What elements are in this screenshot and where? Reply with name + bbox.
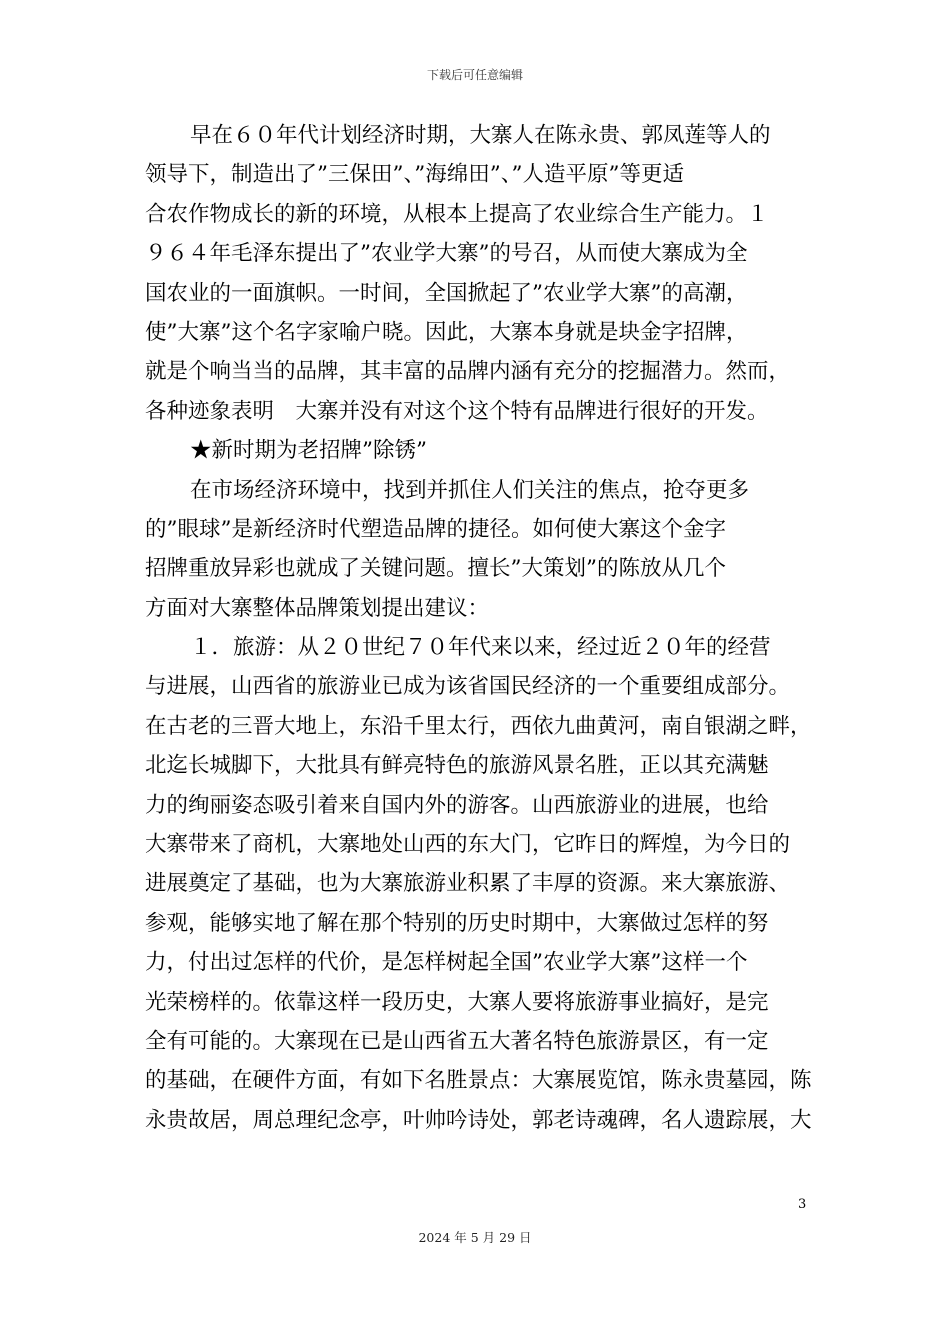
paragraph-line: 光荣榜样的。依靠这样一段历史，大寨人要将旅游事业搞好，是完 [145,989,769,1015]
paragraph-line: 早在６０年代计划经济时期，大寨人在陈永贵、郭凤莲等人的 [190,123,771,148]
paragraph-line: 力的绚丽姿态吸引着来自国内外的游客。山西旅游业的进展，也给 [145,792,769,818]
page-header: 下载后可任意编辑 [426,68,523,82]
paragraph-line: 进展奠定了基础，也为大寨旅游业积累了丰厚的资源。来大寨旅游、 [145,871,791,897]
paragraph-line: 在古老的三晋大地上，东沿千里太行，西依九曲黄河，南自银湖之畔， [145,713,812,739]
paragraph-line: 的”眼球”是新经济时代塑造品牌的捷径。如何使大寨这个金字 [145,516,726,542]
paragraph-line: 的基础，在硬件方面，有如下名胜景点：大寨展览馆，陈永贵墓园，陈 [145,1068,812,1094]
paragraph-line: 力，付出过怎样的代价，是怎样树起全国”农业学大寨”这样一个 [145,950,748,976]
page-number: 3 [798,1197,807,1212]
paragraph-line: 永贵故居，周总理纪念亭，叶帅吟诗处，郭老诗魂碑，名人遗踪展，大 [145,1107,812,1133]
paragraph-line: 与进展，山西省的旅游业已成为该省国民经济的一个重要组成部分。 [145,674,791,700]
paragraph-line: 方面对大寨整体品牌策划提出建议： [145,595,490,621]
paragraph-line: 招牌重放异彩也就成了关键问题。擅长”大策划”的陈放从几个 [145,556,726,582]
paragraph-line: 国农业的一面旗帜。一时间，全国掀起了”农业学大寨”的高潮， [145,280,748,306]
paragraph-line: 北迄长城脚下，大批具有鲜亮特色的旅游风景名胜，正以其充满魅 [145,753,769,779]
paragraph-line: 就是个响当当的品牌，其丰富的品牌内涵有充分的挖掘潜力。然而， [145,359,791,385]
section-heading: ★新时期为老招牌”除锈” [190,438,427,464]
paragraph-line: １．旅游：从２０世纪７０年代来以来，经过近２０年的经营 [190,635,771,661]
document-body [145,116,825,1140]
paragraph-line: 全有可能的。大寨现在已是山西省五大著名特色旅游景区，有一定 [145,1028,769,1054]
paragraph-line: ９６４年毛泽东提出了”农业学大寨”的号召，从而使大寨成为全 [145,241,748,267]
page-footer-date: 2024 年 5 月 29 日 [418,1230,532,1245]
paragraph-line: 大寨带来了商机，大寨地处山西的东大门，它昨日的辉煌，为今日的 [145,832,791,858]
paragraph-line: 各种迹象表明 大寨并没有对这个这个特有品牌进行很好的开发。 [145,398,769,424]
paragraph-line: 在市场经济环境中，找到并抓住人们关注的焦点，抢夺更多 [190,477,750,503]
paragraph-line: 领导下，制造出了”三保田”、”海绵田”、”人造平原”等更适 [145,162,684,188]
paragraph-line: 参观，能够实地了解在那个特别的历史时期中，大寨做过怎样的努 [145,910,769,936]
paragraph-line: 使”大寨”这个名字家喻户晓。因此，大寨本身就是块金字招牌， [145,319,748,345]
paragraph-line: 合农作物成长的新的环境，从根本上提高了农业综合生产能力。１ [145,201,769,227]
